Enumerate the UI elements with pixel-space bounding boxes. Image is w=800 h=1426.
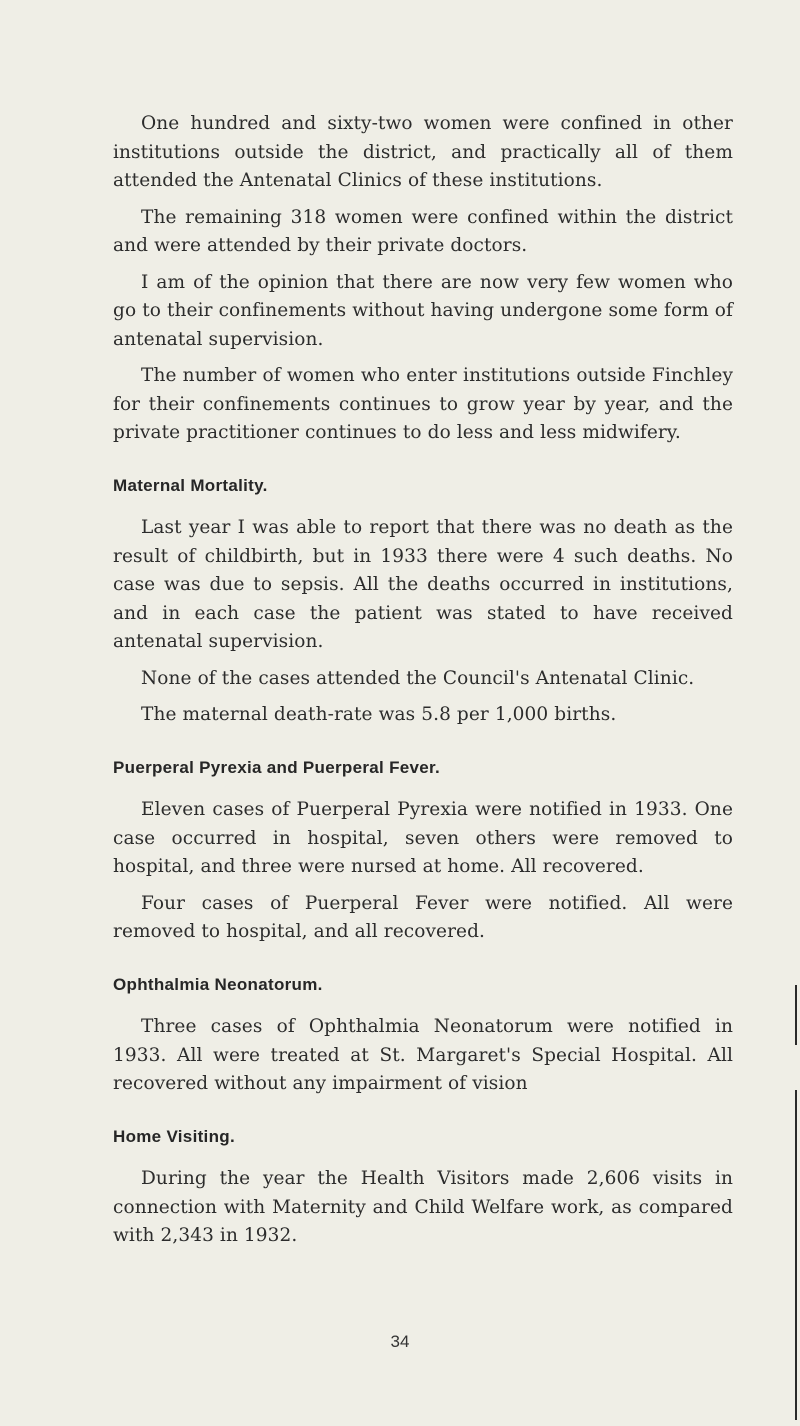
paragraph-ophthalmia: Three cases of Ophthalmia Neonatorum were notified in 1933. All were treated at St. Margaret's Special Hospital. All recovered without any impairment of vision	[113, 1016, 733, 1094]
paragraph-opinion: I am of the opinion that there are now very few women who go to their confinements without having undergone some form of antenatal supervision.	[113, 271, 733, 350]
scan-edge-mark	[795, 985, 797, 1045]
heading-ophthalmia: Ophthalmia Neonatorum.	[113, 974, 323, 994]
paragraph-finchley: The number of women who enter institutions outside Finchley for their confinements continues to grow year by year, and the private practitioner continues to do less and less midwifery.	[113, 365, 733, 443]
body-text	[113, 110, 733, 1259]
heading-puerperal: Puerperal Pyrexia and Puerperal Fever.	[113, 757, 441, 777]
paragraph-puerperal-pyrexia: Eleven cases of Puerperal Pyrexia were notified in 1933. One case occurred in hospital, seven others were removed to hospital, and three were nursed at home. All recovered.	[113, 799, 733, 877]
page-number: 34	[390, 1332, 410, 1351]
paragraph-puerperal-fever: Four cases of Puerperal Fever were notified. All were removed to hospital, and all recovered.	[113, 892, 733, 942]
paragraph-mortality-rate: The maternal death-rate was 5.8 per 1,000 births.	[141, 704, 617, 725]
paragraph-mortality-clinic: None of the cases attended the Council's Antenatal Clinic.	[141, 667, 695, 689]
paragraph-confinements-other: One hundred and sixty-two women were confined in other institutions outside the district, and practically all of them attended the Antenatal Clinics of these institutions.	[113, 113, 733, 191]
paragraph-mortality-deaths: Last year I was able to report that there was no death as the result of childbirth, but in 1933 there were 4 such deaths. No case was due to sepsis. All the deaths occurred in institutions, and in each case the patient was stated to have received antenatal supervision.	[113, 517, 733, 652]
heading-maternal-mortality: Maternal Mortality.	[113, 475, 268, 495]
paragraph-home-visiting: During the year the Health Visitors made 2,606 visits in connection with Maternity and Child Welfare work, as compared with 2,343 in 1932.	[113, 1168, 733, 1246]
heading-home-visiting: Home Visiting.	[113, 1126, 235, 1146]
scan-edge-mark	[795, 1090, 797, 1420]
paragraph-remaining-318: The remaining 318 women were confined within the district and were attended by their private doctors.	[113, 206, 733, 256]
